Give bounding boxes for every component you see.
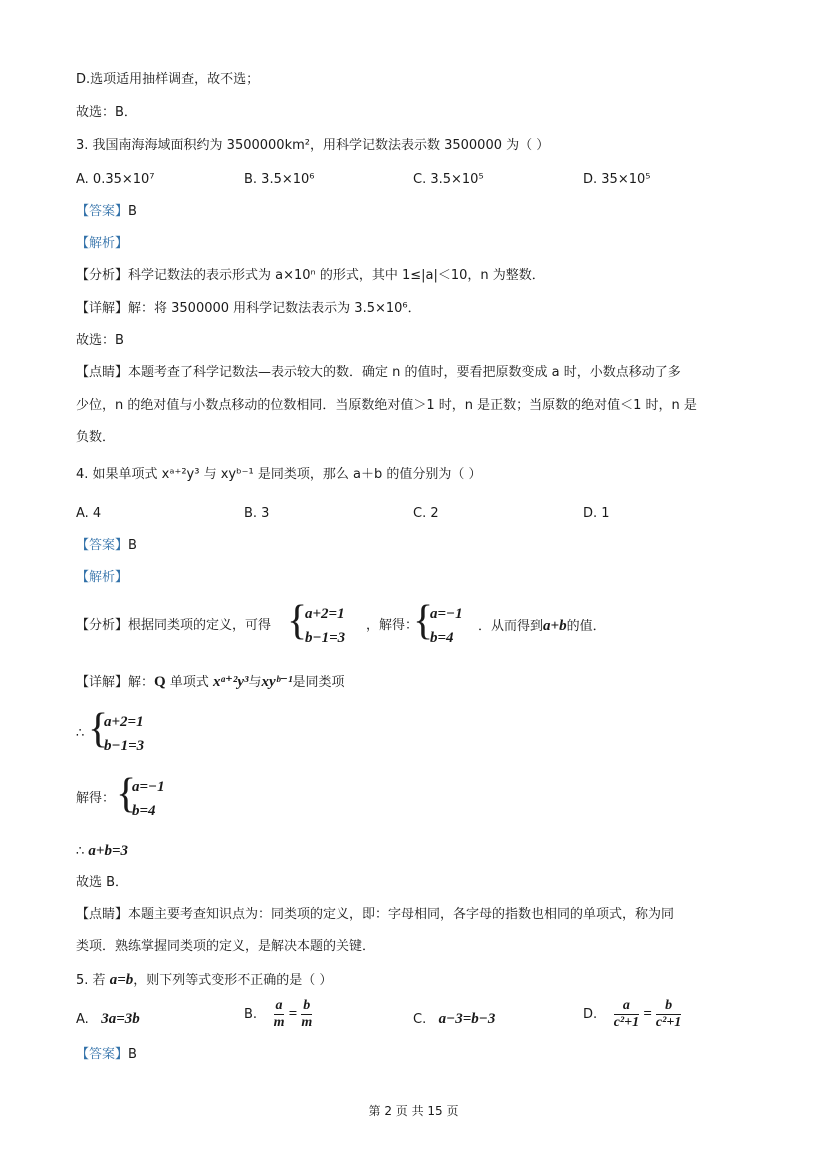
answer-tag: 【答案】	[76, 204, 129, 219]
left-brace: {	[413, 598, 434, 644]
left-brace: {	[88, 706, 109, 752]
text-line: 故选：B．	[76, 105, 137, 120]
analysis-tag: 【解析】	[76, 236, 129, 251]
system-eq-bottom: b−1=3	[104, 738, 145, 754]
answer-row	[76, 202, 137, 222]
q4-dianjing-1: 【点睛】本题主要考查知识点为：同类项的定义，即：字母相同，各字母的指数也相同的单项式，称为同	[76, 907, 675, 922]
analysis-tag: 【解析】	[76, 570, 129, 585]
system-eq-bottom: b=4	[430, 630, 454, 646]
therefore-symbol: ∴	[76, 726, 85, 741]
q3-dianjing-1: 【点睛】本题考查了科学记数法—表示较大的数．确定 n 的值时，要看把原数变成 a 时，小数点移动了多	[76, 365, 681, 380]
q4-option-b: B. 3	[244, 506, 270, 521]
question-4: 4. 如果单项式 xᵃ⁺²y³ 与 xyᵇ⁻¹ 是同类项，那么 a＋b 的值分别为（ ）	[76, 467, 482, 482]
q4-dianjing-2: 类项．熟练掌握同类项的定义，是解决本题的关键．	[76, 939, 376, 954]
q3-xiangjie: 【详解】解：将 3500000 用科学记数法表示为 3.5×10⁶．	[76, 301, 421, 316]
q4-option-a: A. 4	[76, 506, 102, 521]
q3-option-b: B. 3.5×10⁶	[244, 172, 315, 187]
system-eq-top: a=−1	[430, 606, 463, 622]
answer-value: B	[128, 1047, 137, 1062]
left-brace: {	[116, 771, 137, 817]
answer-tag: 【答案】	[76, 1047, 129, 1062]
q4-xiangjie: 【详解】解：Q 单项式 xᵃ⁺²y³与xyᵇ⁻¹是同类项	[76, 674, 345, 690]
answer-tag: 【答案】	[76, 538, 129, 553]
q3-dianjing-2: 少位，n 的绝对值与小数点移动的位数相同．当原数绝对值＞1 时，n 是正数；当原数的绝对值＜1 时，n 是	[76, 398, 697, 413]
text-line: D.选项适用抽样调查，故不选；	[76, 72, 260, 87]
answer-value: B	[128, 538, 137, 553]
page-footer: 第 2 页 共 15 页	[368, 1104, 459, 1118]
q4-fenxi-mid: ，解得：	[366, 618, 419, 633]
system-eq-top: a=−1	[132, 779, 165, 795]
q3-option-c: C. 3.5×10⁵	[413, 172, 484, 187]
answer-value: B	[128, 204, 137, 219]
q4-fenxi-post: ．从而得到a+b的值．	[478, 618, 606, 634]
left-brace: {	[287, 598, 308, 644]
question-5: 5. 若 a=b，则下列等式变形不正确的是（ ）	[76, 972, 333, 988]
q5-option-c: C. a−3=b−3	[413, 1011, 496, 1027]
system-eq-top: a+2=1	[305, 606, 345, 622]
q3-guxuan: 故选：B	[76, 333, 124, 348]
q4-option-c: C. 2	[413, 506, 439, 521]
q3-option-a: A. 0.35×10⁷	[76, 172, 155, 187]
answer-row	[76, 1045, 137, 1065]
system-eq-bottom: b=4	[132, 803, 156, 819]
q4-guxuan: 故选 B．	[76, 875, 129, 890]
q5-option-d: D. $\frac{a}{\text{c²+1}}$ = $\frac{b}{\text{c²+1}}$	[583, 998, 682, 1030]
jiede-label: 解得：	[76, 791, 116, 806]
q4-option-d: D. 1	[583, 506, 610, 521]
system-eq-top: a+2=1	[104, 714, 144, 730]
q3-fenxi: 【分析】科学记数法的表示形式为 a×10ⁿ 的形式，其中 1≤|a|＜10，n 为整数．	[76, 268, 545, 283]
because-symbol: Q	[154, 674, 166, 690]
q3-option-d: D. 35×10⁵	[583, 172, 651, 187]
question-3: 3. 我国南海海域面积约为 3500000km²，用科学记数法表示数 3500000 为（ ）	[76, 138, 550, 153]
system-eq-bottom: b−1=3	[305, 630, 346, 646]
result-row: ∴ a+b=3	[76, 843, 129, 859]
q4-fenxi-pre: 【分析】根据同类项的定义，可得	[76, 618, 272, 633]
q3-dianjing-3: 负数．	[76, 430, 116, 445]
q5-option-a: A. 3a=3b	[76, 1011, 140, 1027]
q5-option-b: B. $\frac{a}{m}$ = $\frac{b}{m}$	[244, 998, 313, 1030]
answer-row	[76, 536, 137, 556]
